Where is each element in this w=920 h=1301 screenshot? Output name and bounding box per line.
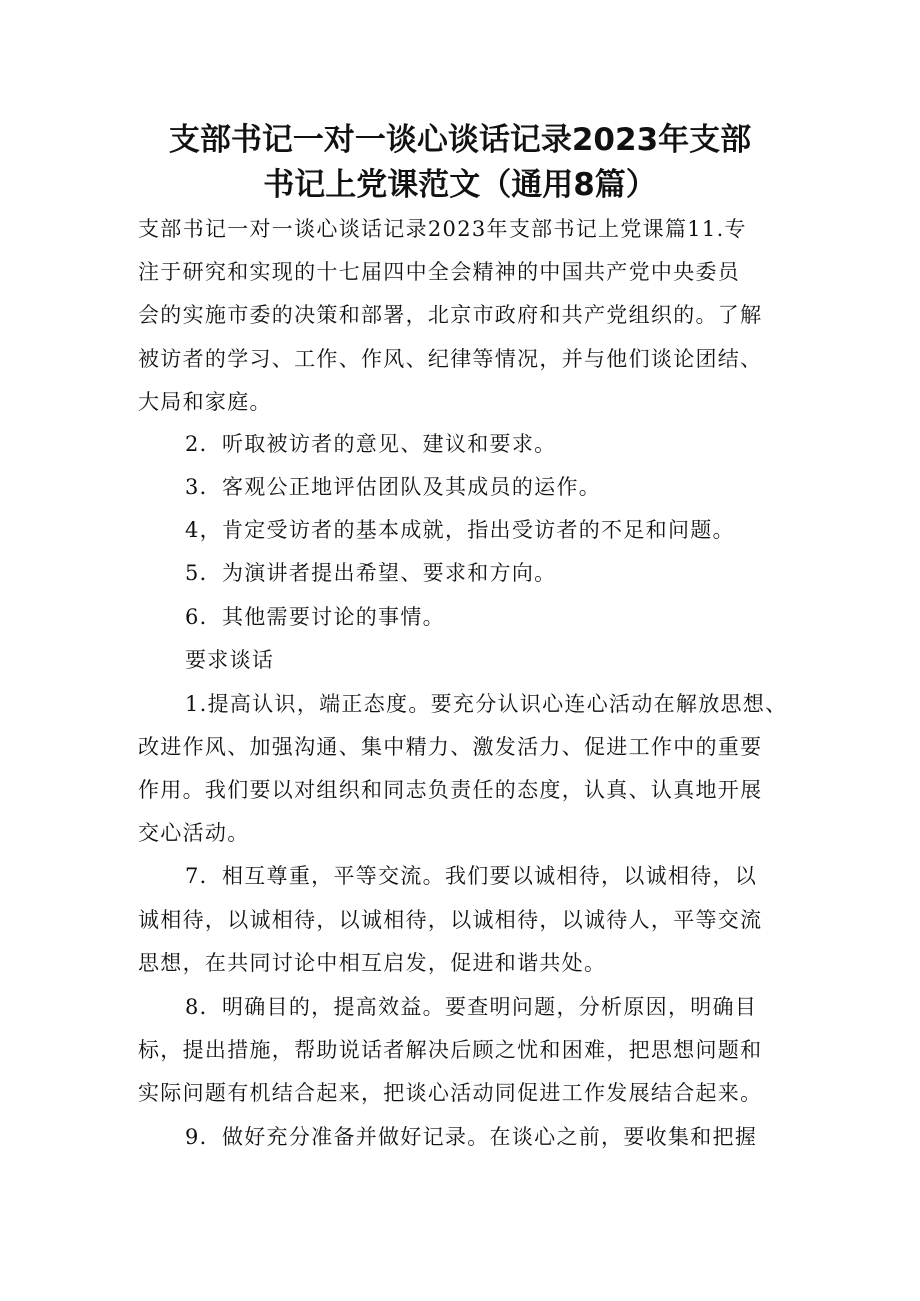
paragraph-line: 支部书记一对一谈心谈话记录2023年支部书记上党课篇11.专	[138, 217, 747, 241]
paragraph-line: 会的实施市委的决策和部署，北京市政府和共产党组织的。了解	[138, 303, 763, 327]
paragraph-line: 实际问题有机结合起来，把谈心活动同促进工作发展结合起来。	[138, 1081, 763, 1105]
paragraph-line: 作用。我们要以对组织和同志负责任的态度，认真、认真地开展	[138, 778, 763, 802]
paragraph-line: 9．做好充分准备并做好记录。在谈心之前，要收集和把握	[185, 1125, 758, 1149]
paragraph-line: 诚相待，以诚相待，以诚相待，以诚相待，以诚待人，平等交流	[138, 908, 763, 932]
paragraph-line: 7．相互尊重，平等交流。我们要以诚相待，以诚相待，以	[185, 864, 758, 888]
paragraph-line: 被访者的学习、工作、作风、纪律等情况，并与他们谈论团结、	[138, 347, 763, 371]
paragraph-line: 改进作风、加强沟通、集中精力、激发活力、促进工作中的重要	[138, 735, 763, 759]
list-item: 4，肯定受访者的基本成就，指出受访者的不足和问题。	[185, 518, 735, 542]
document-title-line-2: 书记上党课范文（通用8篇）	[263, 167, 657, 203]
paragraph-line: 标，提出措施，帮助说话者解决后顾之忧和困难，把思想问题和	[138, 1038, 763, 1062]
list-item: 3．客观公正地评估团队及其成员的运作。	[185, 475, 602, 499]
paragraph-line: 8．明确目的，提高效益。要查明问题，分析原因，明确目	[185, 995, 758, 1019]
document-title-line-1: 支部书记一对一谈心谈话记录2023年支部	[168, 122, 752, 158]
list-item: 6．其他需要讨论的事情。	[185, 605, 445, 629]
paragraph-line: 1.提高认识，端正态度。要充分认识心连心活动在解放思想、	[185, 692, 788, 716]
section-heading: 要求谈话	[185, 648, 275, 672]
paragraph-line: 交心活动。	[138, 821, 250, 845]
paragraph-line: 思想，在共同讨论中相互启发，促进和谐共处。	[138, 951, 607, 975]
list-item: 5．为演讲者提出希望、要求和方向。	[185, 561, 557, 585]
paragraph-line: 注于研究和实现的十七届四中全会精神的中国共产党中央委员	[138, 260, 741, 284]
list-item: 2．听取被访者的意见、建议和要求。	[185, 432, 557, 456]
paragraph-line: 大局和家庭。	[138, 390, 272, 414]
